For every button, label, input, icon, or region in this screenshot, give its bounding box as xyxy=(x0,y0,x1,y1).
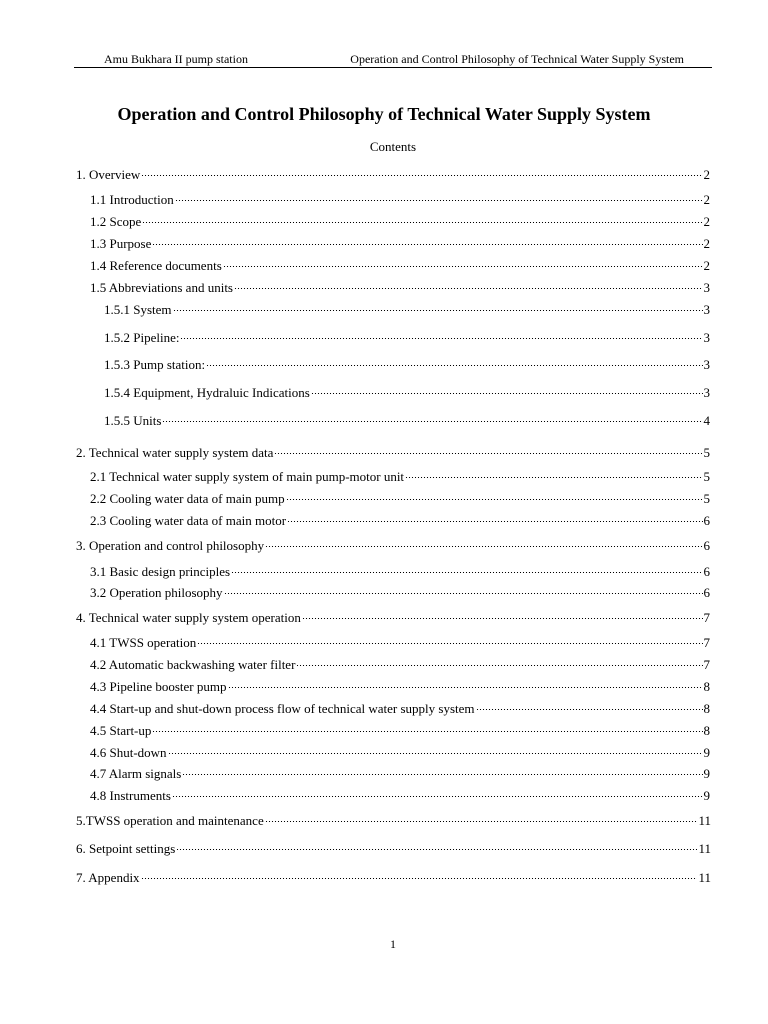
toc-entry-label: 4.3 Pipeline booster pump xyxy=(90,679,227,694)
toc-entry-label: 1.5.3 Pump station: xyxy=(104,357,206,372)
toc-entry-label: 5.TWSS operation and maintenance xyxy=(76,813,264,828)
toc-dot-leader xyxy=(302,618,703,619)
toc-entry-page: 8 xyxy=(703,701,710,716)
toc-entry[interactable] xyxy=(76,870,711,886)
toc-entry-label: 1.5 Abbreviations and units xyxy=(90,280,233,295)
toc-entry-label: 2.1 Technical water supply system of main pump-motor unit xyxy=(90,469,405,484)
toc-dot-leader xyxy=(265,821,698,822)
toc-entry[interactable] xyxy=(76,167,710,183)
toc-entry-page: 5 xyxy=(703,469,710,484)
toc-entry[interactable] xyxy=(90,745,710,761)
toc-entry-page: 6 xyxy=(703,538,710,553)
toc-entry-label: 1.5.1 System xyxy=(104,302,172,317)
toc-entry-label: 4.4 Start-up and shut-down process flow of technical water supply system xyxy=(90,701,475,716)
toc-entry-label: 1.1 Introduction xyxy=(90,192,174,207)
toc-entry-page: 11 xyxy=(698,841,711,856)
toc-entry-page: 2 xyxy=(703,236,710,251)
toc-entry-page: 11 xyxy=(698,813,711,828)
document-title: Operation and Control Philosophy of Technical Water Supply System xyxy=(117,104,651,124)
toc-entry-label: 3. Operation and control philosophy xyxy=(76,538,265,553)
toc-entry-page: 3 xyxy=(703,385,710,400)
toc-dot-leader xyxy=(162,421,702,422)
toc-entry-label: 3.2 Operation philosophy xyxy=(90,585,223,600)
toc-entry-page: 11 xyxy=(698,870,711,885)
toc-entry-page: 7 xyxy=(703,610,710,625)
toc-entry-page: 6 xyxy=(703,564,710,579)
toc-entry-page: 9 xyxy=(703,745,710,760)
toc-entry[interactable] xyxy=(90,723,710,739)
toc-entry[interactable] xyxy=(90,657,710,673)
toc-entry[interactable] xyxy=(76,610,710,626)
toc-dot-leader xyxy=(152,731,702,732)
toc-entry[interactable] xyxy=(90,214,710,230)
toc-entry-label: 4. Technical water supply system operation xyxy=(76,610,301,625)
toc-entry[interactable] xyxy=(76,445,710,461)
toc-entry-page: 5 xyxy=(703,445,710,460)
toc-dot-leader xyxy=(142,222,702,223)
toc-entry-label: 1.5.2 Pipeline: xyxy=(104,330,180,345)
toc-entry[interactable] xyxy=(90,258,710,274)
toc-dot-leader xyxy=(287,521,702,522)
toc-entry-label: 2.2 Cooling water data of main pump xyxy=(90,491,285,506)
toc-entry-label: 2.3 Cooling water data of main motor xyxy=(90,513,287,528)
toc-entry-label: 4.7 Alarm signals xyxy=(90,766,182,781)
toc-entry-label: 1.2 Scope xyxy=(90,214,142,229)
toc-dot-leader xyxy=(286,499,703,500)
toc-entry[interactable] xyxy=(90,280,710,296)
toc-entry-label: 1. Overview xyxy=(76,167,141,182)
toc-dot-leader xyxy=(234,288,703,289)
toc-entry-label: 7. Appendix xyxy=(76,870,140,885)
toc-dot-leader xyxy=(296,665,702,666)
toc-entry-page: 6 xyxy=(703,585,710,600)
toc-entry[interactable] xyxy=(90,236,710,252)
toc-entry[interactable] xyxy=(90,766,710,782)
toc-dot-leader xyxy=(206,365,702,366)
toc-dot-leader xyxy=(168,753,703,754)
toc-entry-page: 7 xyxy=(703,657,710,672)
toc-entry[interactable] xyxy=(90,491,710,507)
toc-dot-leader xyxy=(173,310,703,311)
toc-entry[interactable] xyxy=(76,841,711,857)
toc-entry-label: 3.1 Basic design principles xyxy=(90,564,231,579)
toc-entry-page: 2 xyxy=(703,167,710,182)
toc-entry[interactable] xyxy=(104,357,710,373)
toc-dot-leader xyxy=(180,338,702,339)
toc-entry-page: 3 xyxy=(703,357,710,372)
toc-entry[interactable] xyxy=(90,635,710,651)
toc-entry-page: 3 xyxy=(703,302,710,317)
toc-entry[interactable] xyxy=(104,385,710,401)
header-right-text: Operation and Control Philosophy of Technical Water Supply System xyxy=(350,52,684,66)
toc-dot-leader xyxy=(405,477,702,478)
toc-dot-leader xyxy=(228,687,703,688)
toc-entry[interactable] xyxy=(90,679,710,695)
toc-entry-page: 6 xyxy=(703,513,710,528)
toc-dot-leader xyxy=(223,266,703,267)
toc-entry-page: 2 xyxy=(703,214,710,229)
toc-entry-label: 1.5.4 Equipment, Hydraluic Indications xyxy=(104,385,310,400)
toc-dot-leader xyxy=(231,572,702,573)
toc-entry[interactable] xyxy=(90,513,710,529)
toc-entry-page: 8 xyxy=(703,723,710,738)
toc-entry-page: 9 xyxy=(703,766,710,781)
toc-dot-leader xyxy=(224,593,703,594)
toc-entry[interactable] xyxy=(90,469,710,485)
toc-dot-leader xyxy=(274,453,702,454)
toc-entry-page: 9 xyxy=(703,788,710,803)
header-left-text: Amu Bukhara II pump station xyxy=(104,52,248,66)
toc-entry-label: 4.6 Shut-down xyxy=(90,745,167,760)
toc-entry[interactable] xyxy=(90,701,710,717)
toc-entry[interactable] xyxy=(90,788,710,804)
contents-heading: Contents xyxy=(369,139,417,154)
toc-entry-label: 1.5.5 Units xyxy=(104,413,162,428)
toc-entry[interactable] xyxy=(104,413,710,429)
toc-dot-leader xyxy=(182,774,702,775)
toc-entry[interactable] xyxy=(76,538,710,554)
toc-entry-page: 3 xyxy=(703,280,710,295)
toc-dot-leader xyxy=(265,546,702,547)
toc-entry-page: 2 xyxy=(703,258,710,273)
toc-entry-page: 8 xyxy=(703,679,710,694)
page-number: 1 xyxy=(390,937,396,951)
toc-entry[interactable] xyxy=(90,192,710,208)
toc-entry-label: 4.8 Instruments xyxy=(90,788,171,803)
toc-dot-leader xyxy=(476,709,703,710)
toc-entry-page: 2 xyxy=(703,192,710,207)
toc-entry[interactable] xyxy=(90,585,710,601)
toc-dot-leader xyxy=(141,175,702,176)
toc-entry-label: 4.5 Start-up xyxy=(90,723,152,738)
toc-dot-leader xyxy=(176,849,697,850)
toc-dot-leader xyxy=(175,200,703,201)
toc-dot-leader xyxy=(141,878,698,879)
toc-dot-leader xyxy=(197,643,702,644)
toc-entry-label: 2. Technical water supply system data xyxy=(76,445,274,460)
toc-dot-leader xyxy=(152,244,702,245)
toc-entry-page: 4 xyxy=(703,413,710,428)
toc-entry-label: 6. Setpoint settings xyxy=(76,841,176,856)
toc-entry-page: 7 xyxy=(703,635,710,650)
toc-entry-label: 1.4 Reference documents xyxy=(90,258,222,273)
toc-entry[interactable] xyxy=(76,813,711,829)
toc-entry[interactable] xyxy=(104,302,710,318)
toc-dot-leader xyxy=(311,393,703,394)
toc-dot-leader xyxy=(172,796,703,797)
toc-entry[interactable] xyxy=(104,330,710,346)
toc-entry[interactable] xyxy=(90,564,710,580)
toc-entry-label: 1.3 Purpose xyxy=(90,236,152,251)
toc-entry-page: 5 xyxy=(703,491,710,506)
toc-entry-label: 4.1 TWSS operation xyxy=(90,635,197,650)
toc-entry-page: 3 xyxy=(703,330,710,345)
toc-entry-label: 4.2 Automatic backwashing water filter xyxy=(90,657,296,672)
